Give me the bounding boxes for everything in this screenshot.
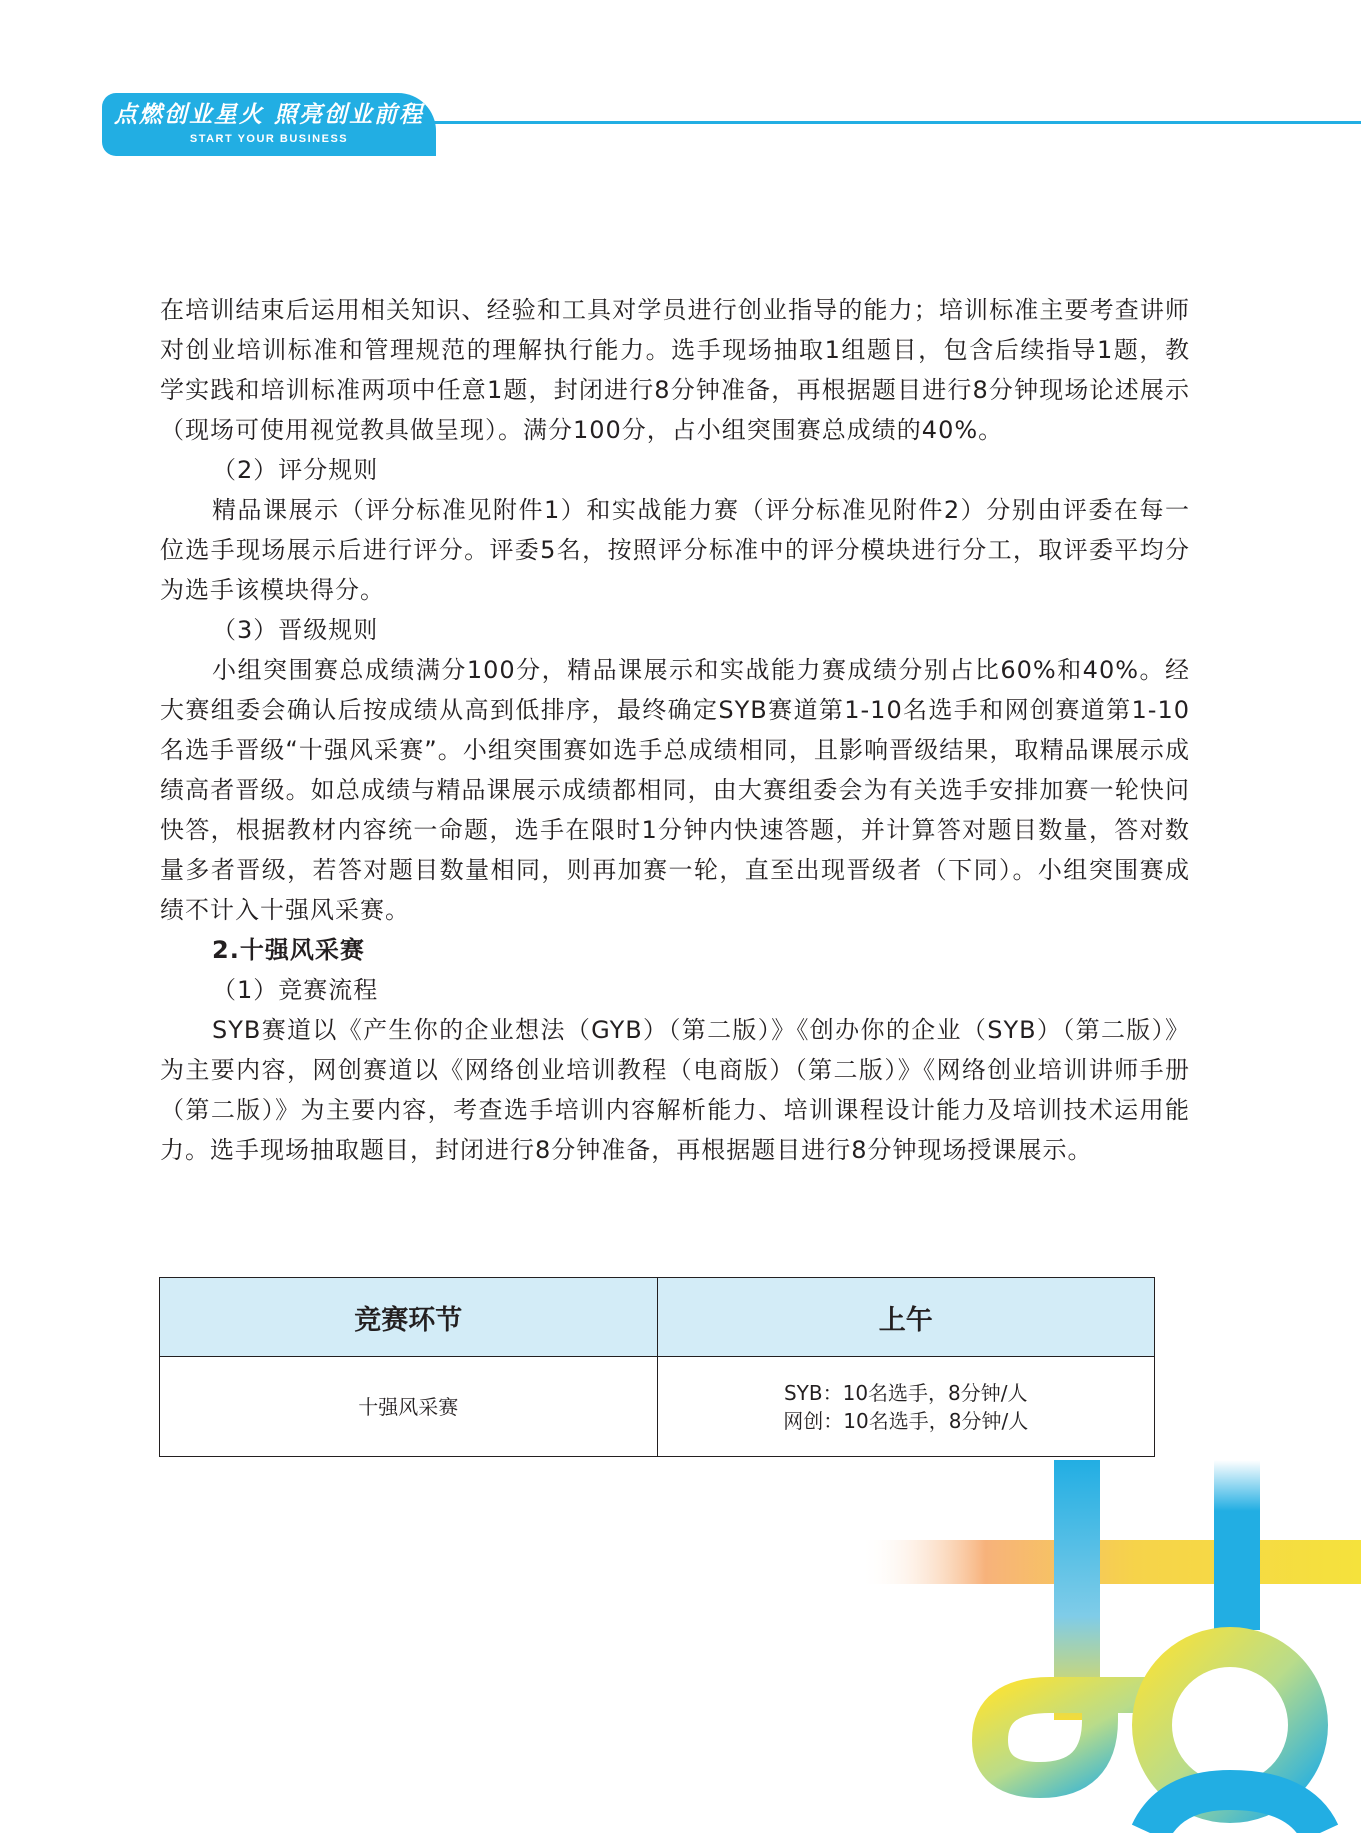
heading-advancement-rules: （3）晋级规则 [212, 616, 379, 644]
heading-scoring-rules: （2）评分规则 [212, 456, 379, 484]
paragraph-intro: 在培训结束后运用相关知识、经验和工具对学员进行创业指导的能力；培训标准主要考查讲师对创业培训标准和管理规范的理解执行能力。选手现场抽取1组题目，包含后续指导1题，教学实践和培训标准两项中任意1题，封闭进行8分钟准备，再根据题目进行8分钟现场论述展示（现场可使用视觉教具做呈现）。满分100分，占小组突围赛总成绩的40%。 [160, 296, 1190, 444]
header-rule [430, 121, 1361, 124]
table-cell-stage: 十强风采赛 [160, 1357, 658, 1457]
header-slogan: 点燃创业星火 照亮创业前程 [113, 101, 424, 128]
header-subtitle: START YOUR BUSINESS [189, 133, 349, 145]
table-cell-morning [657, 1357, 1155, 1457]
decorative-ribbon-graphic [850, 1460, 1361, 1833]
ribbon-vertical-right [1214, 1460, 1260, 1630]
table-row [160, 1357, 1155, 1457]
heading-top10: 2.十强风采赛 [212, 936, 365, 964]
paragraph-process: SYB赛道以《产生你的企业想法（GYB）（第二版）》《创办你的企业（SYB）（第二版）》为主要内容，网创赛道以《网络创业培训教程（电商版）（第二版）》《网络创业培训讲师手册（第二版）》为主要内容，考查选手培训内容解析能力、培训课程设计能力及培训技术运用能力。选手现场抽取题目，封闭进行8分钟准备，再根据题目进行8分钟现场授课展示。 [160, 1016, 1190, 1164]
table-cell-wangchuang: 网创：10名选手，8分钟/人 [783, 1408, 1029, 1433]
heading-process: （1）竞赛流程 [212, 976, 379, 1004]
ribbon-small-loop [990, 1695, 1150, 1780]
schedule-table [159, 1277, 1155, 1457]
header-badge [102, 93, 436, 156]
paragraph-advancement-rules: 小组突围赛总成绩满分100分，精品课展示和实战能力赛成绩分别占比60%和40%。经大赛组委会确认后按成绩从高到低排序，最终确定SYB赛道第1-10名选手和网创赛道第1-10名选手晋级“十强风采赛”。小组突围赛如选手总成绩相同，且影响晋级结果，取精品课展示成绩高者晋级。如总成绩与精品课展示成绩都相同，由大赛组委会为有关选手安排加赛一轮快问快答，根据教材内容统一命题，选手在限时1分钟内快速答题，并计算答对题目数量，答对数量多者晋级，若答对题目数量相同，则再加赛一轮，直至出现晋级者（下同）。小组突围赛成绩不计入十强风采赛。 [160, 656, 1190, 924]
ribbon-horizontal [860, 1540, 1361, 1584]
table-header-row [160, 1278, 1155, 1357]
table-header-stage: 竞赛环节 [160, 1278, 658, 1357]
paragraph-scoring-rules: 精品课展示（评分标准见附件1）和实战能力赛（评分标准见附件2）分别由评委在每一位选手现场展示后进行评分。评委5名，按照评分标准中的评分模块进行分工，取评委平均分为选手该模块得分。 [160, 496, 1190, 604]
table-cell-syb: SYB：10名选手，8分钟/人 [783, 1380, 1028, 1405]
table-header-morning: 上午 [657, 1278, 1155, 1357]
body-text [160, 290, 1190, 1170]
